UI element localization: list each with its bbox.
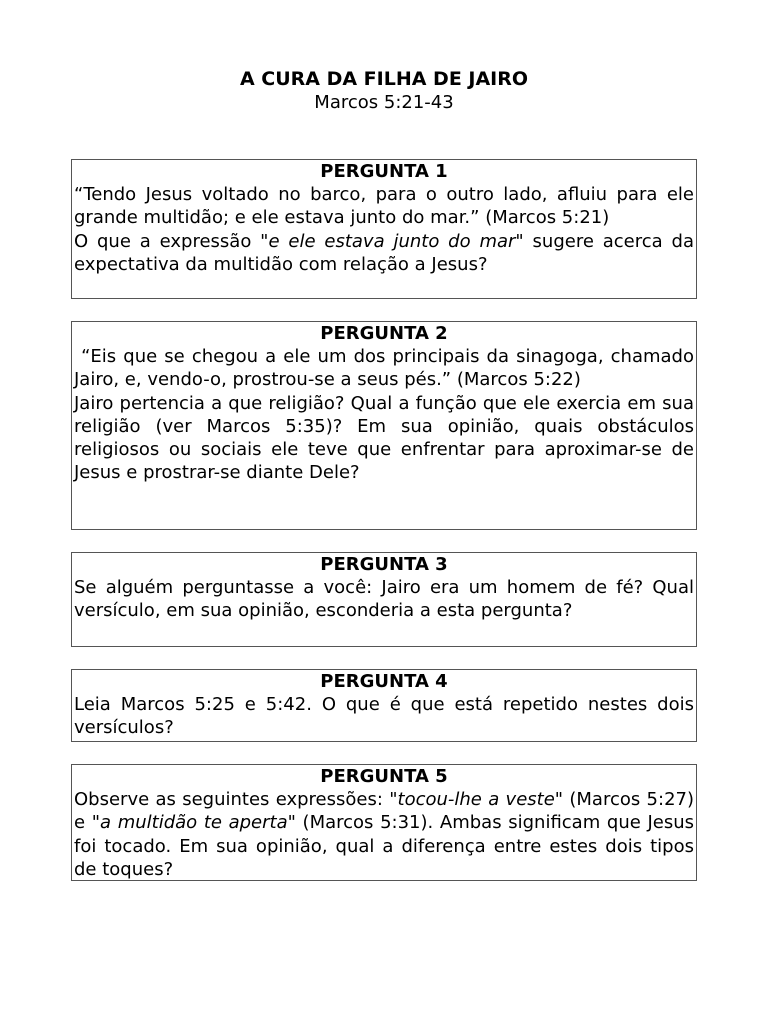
question-quote: “Tendo Jesus voltado no barco, para o outro lado, afluiu para ele grande multidão; e ele estava junto do mar.” (Marcos 5:21) — [74, 184, 694, 229]
question-box-1 — [71, 159, 697, 299]
question-heading: PERGUNTA 4 — [320, 671, 448, 692]
question-text-emphasis: a multidão te aperta — [100, 812, 288, 834]
question-text-emphasis: e ele estava junto do mar — [268, 230, 516, 252]
question-box-4 — [71, 669, 697, 742]
question-heading: PERGUNTA 1 — [320, 161, 448, 182]
question-text — [74, 788, 694, 881]
question-box-3 — [71, 552, 697, 647]
document-subtitle: Marcos 5:21-43 — [314, 92, 454, 113]
question-heading: PERGUNTA 2 — [320, 323, 448, 344]
question-text: Se alguém perguntasse a você: Jairo era um homem de fé? Qual versículo, em sua opinião, esconderia a esta pergunta? — [74, 577, 694, 622]
question-quote: “Eis que se chegou a ele um dos principais da sinagoga, chamado Jairo, e, vendo-o, prostrou-se a seus pés.” (Marcos 5:22) — [74, 346, 700, 391]
question-text-part: " (Marcos 5:27) e " — [74, 789, 695, 834]
question-box-2 — [71, 321, 700, 530]
question-text-part: " (Marcos 5:31). Ambas significam que Jesus foi tocado. Em sua opinião, qual a diferença entre estes dois tipos de toques? — [74, 812, 694, 880]
question-text — [74, 230, 694, 276]
question-heading: PERGUNTA 5 — [320, 766, 448, 787]
question-text-part: Observe as seguintes expressões: " — [74, 789, 398, 811]
question-text: Jairo pertencia a que religião? Qual a função que ele exercia em sua religião (ver Marcos 5:35)? Em sua opinião, quais obstáculos religiosos ou sociais ele teve que enfrentar para aproximar-se de Jesus e prostrar-se diante Dele? — [74, 392, 694, 484]
question-text: Leia Marcos 5:25 e 5:42. O que é que está repetido nestes dois versículos? — [74, 694, 694, 739]
question-text-part: " sugere acerca da expectativa da multidão com relação a Jesus? — [74, 230, 694, 275]
question-text-part: O que a expressão " — [74, 230, 269, 252]
question-text-emphasis: tocou-lhe a veste — [397, 789, 555, 811]
question-heading: PERGUNTA 3 — [320, 554, 448, 575]
question-box-5 — [71, 764, 697, 881]
document-title: A CURA DA FILHA DE JAIRO — [239, 68, 529, 90]
